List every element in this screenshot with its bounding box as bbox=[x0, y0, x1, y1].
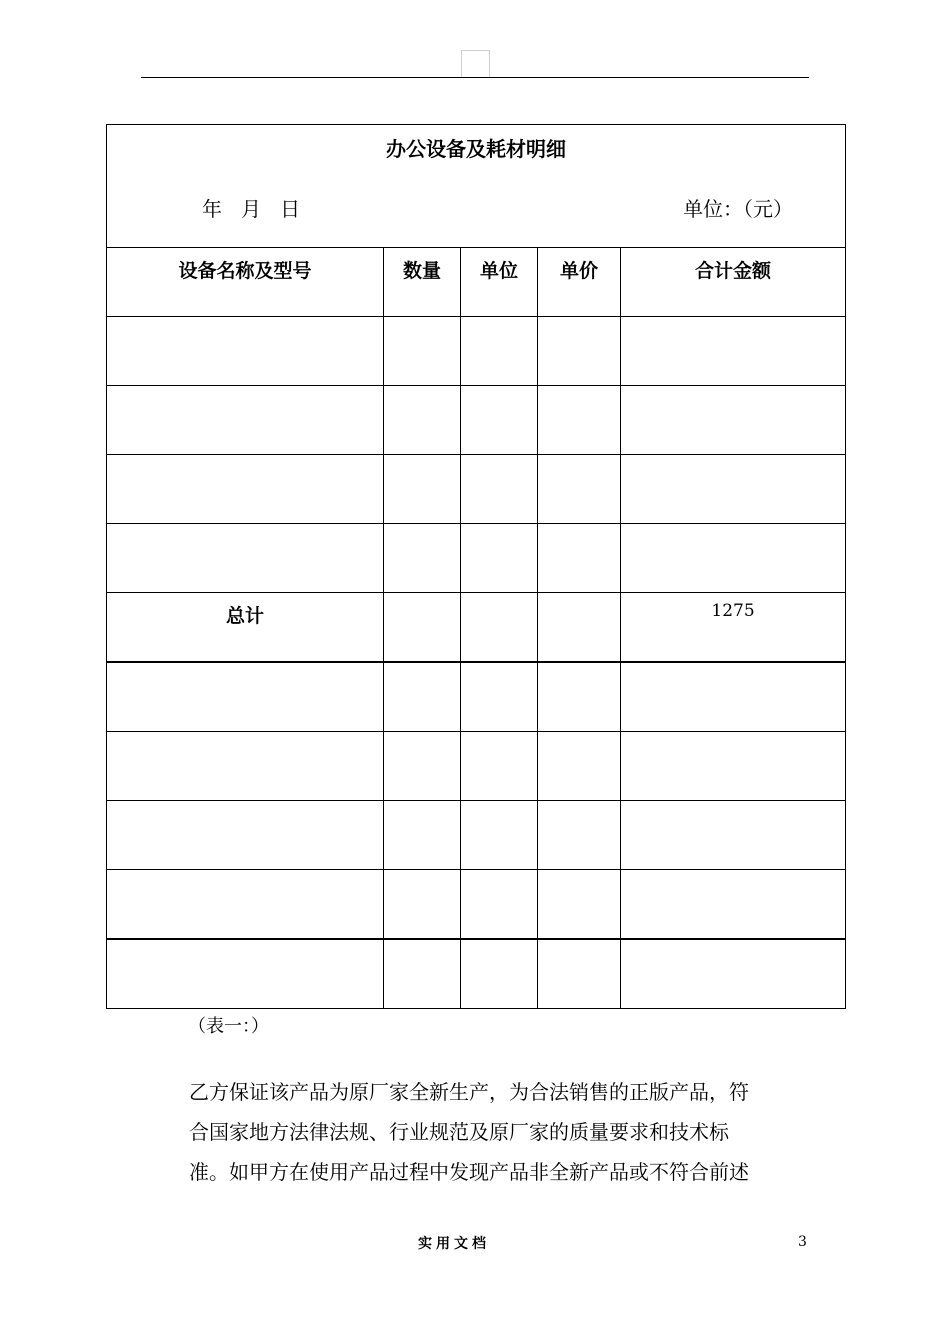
table-row bbox=[107, 870, 846, 940]
date-label: 年 月 日 bbox=[202, 197, 301, 221]
body-paragraph bbox=[189, 1072, 819, 1192]
table-row bbox=[107, 455, 846, 524]
table-title: 办公设备及耗材明细 bbox=[386, 137, 567, 161]
col-header-unit: 单位 bbox=[461, 248, 538, 317]
col-header-name: 设备名称及型号 bbox=[107, 248, 384, 317]
header-rule bbox=[141, 77, 809, 78]
table-caption: （表一：） bbox=[188, 1016, 269, 1037]
paragraph-line: 乙方保证该产品为原厂家全新生产，为合法销售的正版产品，符 bbox=[189, 1080, 749, 1104]
paragraph-line: 合国家地方法律法规、行业规范及原厂家的质量要求和技术标 bbox=[189, 1120, 729, 1144]
page-number: 3 bbox=[798, 1234, 807, 1250]
table-header-row bbox=[107, 248, 846, 317]
footer-label: 实用文档 bbox=[418, 1236, 490, 1252]
table-row bbox=[107, 662, 846, 732]
table-row bbox=[107, 801, 846, 870]
table-row bbox=[107, 732, 846, 801]
col-header-quantity: 数量 bbox=[384, 248, 461, 317]
total-amount: 1275 bbox=[621, 593, 846, 663]
total-row bbox=[107, 593, 846, 663]
total-label: 总计 bbox=[107, 593, 384, 663]
unit-label: 单位：（元） bbox=[683, 197, 794, 221]
equipment-table bbox=[106, 124, 846, 1009]
table-row bbox=[107, 317, 846, 386]
col-header-price: 单价 bbox=[538, 248, 621, 317]
table-title-cell bbox=[107, 125, 846, 248]
table-row bbox=[107, 939, 846, 1009]
table-row bbox=[107, 524, 846, 593]
col-header-amount: 合计金额 bbox=[621, 248, 846, 317]
table-row bbox=[107, 386, 846, 455]
header-tab bbox=[461, 50, 490, 78]
paragraph-line: 准。如甲方在使用产品过程中发现产品非全新产品或不符合前述 bbox=[189, 1160, 749, 1184]
